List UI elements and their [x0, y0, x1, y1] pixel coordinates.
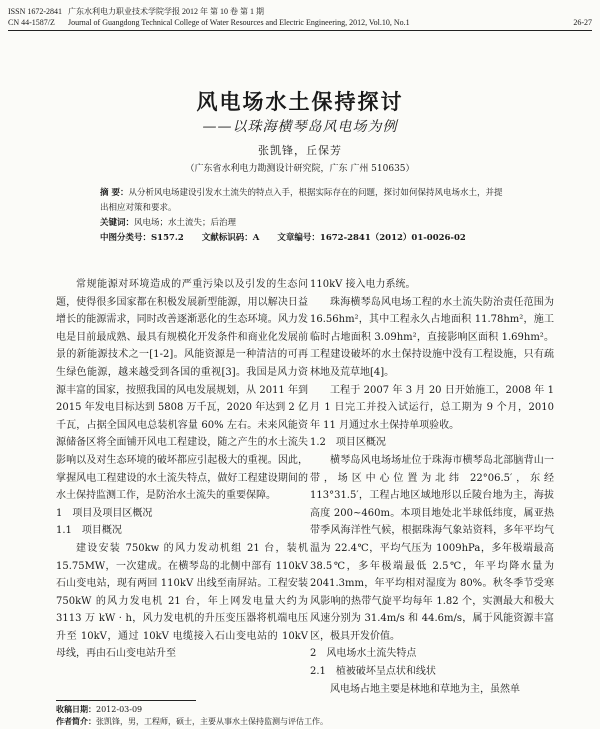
body-paragraph: 常规能源对环境造成的严重污染以及引发的生态问题，使得很多国家都在积极发展新型能源，用以解决日益增长的能源需求，同时改善逐渐恶化的生态环境。风力发电是目前最成熟、最具有规模化开发条件和商业化发展前景的新能源技术之一[1-2]。风能资源是一种清洁的可再生绿色能源，越来越受到各国的重视[3]。我国是风力资源丰富的国家，按照我国的风电发展规划，从 2011 年到 2015 年发电目标达到 5808 万千瓦，2020 年达到 2 亿千瓦，占据全国风电总装机容量 60% 左右。未来风能资源储备区将全面铺开风电工程建设，随之产生的水土流失影响以及对生态环境的破坏都应引起极大的重视。因此，掌握风电工程建设的水土流失特点，做好工程建设期间的水土保持监测工作，是防治水土流失的重要保障。	[56, 279, 308, 502]
body-paragraph: 工程于 2007 年 3 月 20 日开始施工，2008 年 1 月 1 日完工并投入试运行，总工期为 9 个月，2010 年 11 月通过水土保持单项验收。	[310, 384, 554, 431]
keywords: 关键词：风电场；水土流失；后治理	[100, 218, 237, 228]
author-bio: 作者简介：张凯锋，男，工程师，硕士，主要从事水土保持监测与评估工作。	[56, 716, 328, 726]
right-column	[310, 276, 554, 698]
left-column	[56, 276, 308, 663]
header-line-2	[8, 17, 592, 28]
subsection-heading-1-1: 1.1 项目概况	[56, 525, 122, 537]
abstract: 摘 要：从分析风电场建设引发水土流失的特点入手，根据实际存在的问题，探讨如何保持风电场水土，并提出相应对策和要求。	[100, 188, 503, 213]
body-paragraph: 珠海横琴岛风电场工程的水土流失防治责任范围为 16.56hm²，其中工程永久占地面积 11.78hm²，施工临时占地面积 3.09hm²，直接影响区面积 1.69hm²。工程建设破坏的水土保持设施中没有工程设施，只有疏林地及荒草地[4]。	[310, 296, 554, 378]
section-heading-1: 1 项目及项目区概况	[56, 507, 153, 519]
article-authors: 张凯锋，丘保芳	[258, 144, 342, 157]
article-title: 风电场水土保持探讨	[196, 89, 404, 114]
body-paragraph: 建设安装 750kw 的风力发动机组 21 台，装机 15.75MW，一次建成。在横琴岛的北侧中部有 110kV 石山变电站，现有两回 110kV 出线至南屏站。工程安装 750kW 的风力发电机 21 台，年上网发电量大约为 3113 万 kW · h，风力发电机的升压变压器将机端电压升至 10kV，通过 10kV 电缆接入石山变电站的 10kV 母线，再由石山变电站升至	[56, 542, 308, 660]
header-line-1	[8, 6, 592, 17]
header-rule	[8, 30, 592, 31]
page-range: 26-27	[573, 18, 592, 27]
body-paragraph: 横琴岛风电场场址位于珠海市横琴岛北部脑背山一带，场区中心位置为北纬 22°06.5′，东经 113°31.5′，工程占地区域地形以丘陵台地为主，海拔高度 200~460m。本项目地处北半球低纬度，属亚热带季风海洋性气候，根据珠海气象站资料，多年平均气温为 22.4℃，平均气压为 1009hPa，多年极端最高 38.5℃，多年极端最低 2.5℃，年平均降水量为 2041.3mm，年平均相对湿度为 80%。秋冬季节受寒风影响的热带气旋平均每年 1.82 个，实测最大和极大风速分别为 31.4m/s 和 44.6m/s，属于风能资源丰富区，极具开发价值。	[310, 454, 554, 642]
document-code: 文献标识码：A	[201, 233, 260, 243]
journal-name-cn: 广东水利电力职业技术学院学报 2012 年 第 10 卷 第 1 期	[68, 7, 264, 16]
body-paragraph: 110kV 接入电力系统。	[310, 279, 416, 290]
received-date: 收稿日期：2012-03-09	[56, 704, 143, 714]
footnote-rule	[56, 700, 196, 701]
issn: ISSN 1672-2841	[8, 7, 63, 16]
body-paragraph: 风电场占地主要是林地和草地为主，虽然单	[330, 683, 520, 695]
subsection-heading-2-1: 2.1 植被破坏呈点状和线状	[310, 666, 436, 678]
clc-code: 中图分类号：S157.2	[100, 233, 184, 243]
classification-codes	[100, 231, 510, 246]
subsection-heading-1-2: 1.2 项目区概况	[310, 437, 386, 449]
author-affiliation: （广东省水利电力勘测设计研究院，广东 广州 510635）	[185, 164, 415, 174]
abstract-block	[100, 186, 510, 246]
journal-name-en: Journal of Guangdong Technical College of Water Resources and Electric Engineering, 2012, Vol.10, No.1	[68, 18, 410, 27]
section-heading-2: 2 风电场水土流失特点	[310, 648, 417, 660]
article-subtitle: ——以珠海横琴岛风电场为例	[202, 119, 398, 135]
article-number: 文章编号：1672-2841（2012）01-0026-02	[277, 233, 466, 243]
cn-number: CN 44-1587/Z	[8, 18, 55, 27]
